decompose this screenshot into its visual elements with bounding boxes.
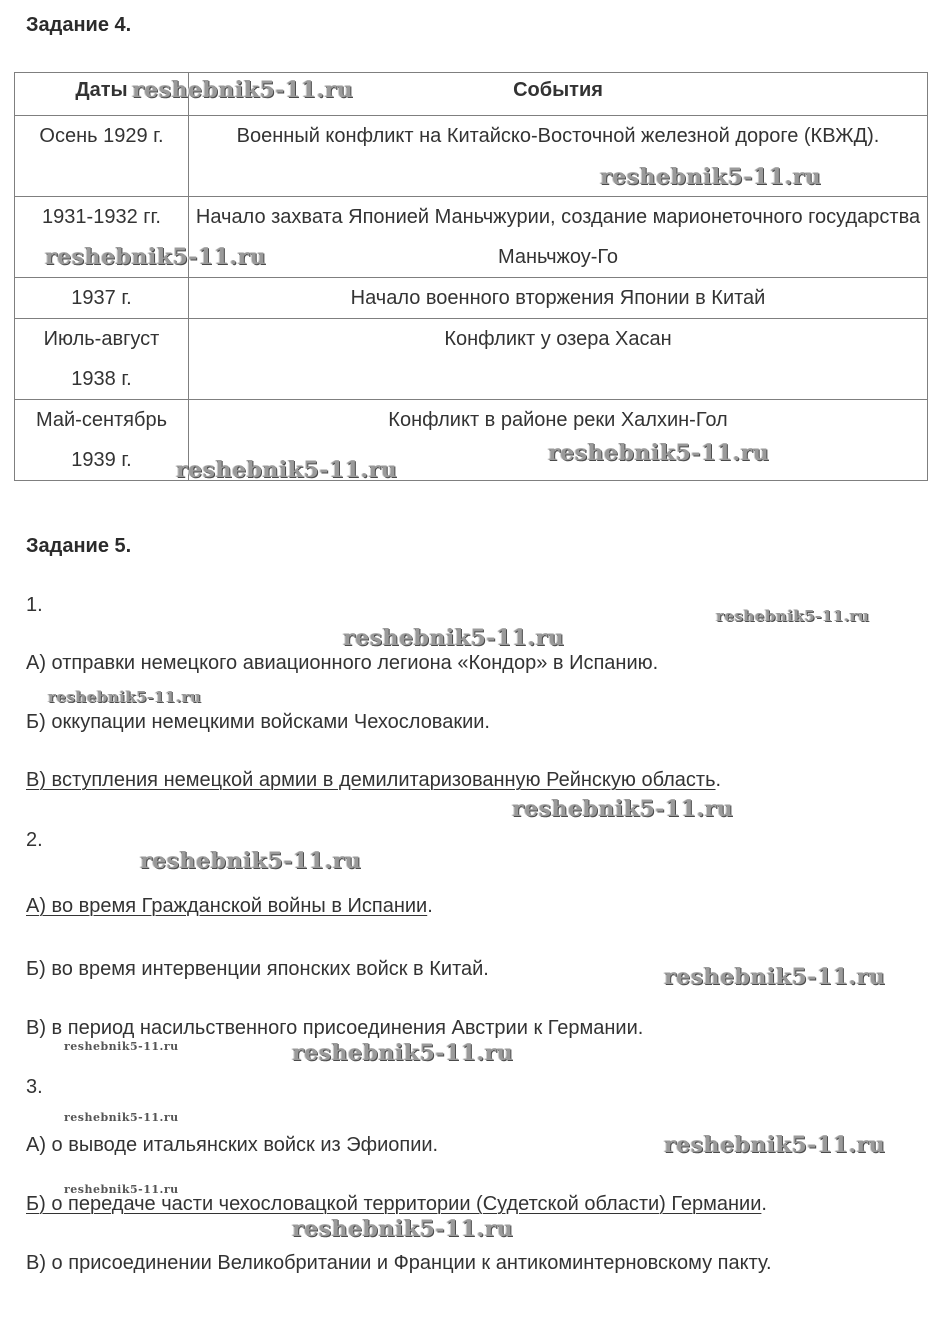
answer-option: В) о присоединении Великобритании и Франции к антикоминтерновскому пакту.	[26, 1252, 772, 1274]
task4-title: Задание 4.	[26, 14, 132, 36]
watermark: reshebnik5-11.ru	[343, 625, 565, 651]
row-event: Конфликт у озера Хасан	[189, 319, 928, 400]
watermark: reshebnik5-11.ru	[600, 164, 822, 190]
row-event: Конфликт в районе реки Халхин-Гол	[189, 400, 928, 481]
answer-option: Б) во время интервенции японских войск в Китай.	[26, 958, 489, 980]
row-date: Май-сентябрь 1939 г.	[15, 400, 189, 481]
row-event: Начало захвата Японией Маньчжурии, создание марионеточного государства Маньчжоу-Го	[189, 197, 928, 278]
watermark: reshebnik5-11.ru	[548, 440, 770, 466]
answer-option-selected	[26, 1193, 767, 1216]
selected-answer-text: Б) о передаче части чехословацкой территории (Судетской области) Германии	[26, 1193, 762, 1215]
watermark: reshebnik5-11.ru	[140, 848, 362, 874]
watermark: reshebnik5-11.ru	[64, 1040, 179, 1053]
answer-end: .	[427, 895, 433, 917]
watermark: reshebnik5-11.ru	[48, 688, 202, 706]
watermark: reshebnik5-11.ru	[512, 796, 734, 822]
table-row	[15, 278, 928, 319]
answer-end: .	[761, 1193, 767, 1215]
watermark: reshebnik5-11.ru	[292, 1216, 514, 1242]
answer-option: Б) оккупации немецкими войсками Чехословакии.	[26, 711, 490, 733]
row-event: Начало военного вторжения Японии в Китай	[189, 278, 928, 319]
answer-option: В) в период насильственного присоединения Австрии к Германии.	[26, 1017, 644, 1039]
answer-option-selected	[26, 769, 721, 792]
answer-option: А) о выводе итальянских войск из Эфиопии.	[26, 1134, 439, 1156]
watermark: reshebnik5-11.ru	[664, 964, 886, 990]
table-row	[15, 400, 928, 481]
header-events: События	[189, 73, 928, 116]
row-date: 1937 г.	[15, 278, 189, 319]
watermark: reshebnik5-11.ru	[45, 244, 267, 270]
row-date: Июль-август 1938 г.	[15, 319, 189, 400]
header-dates: Даты	[15, 73, 189, 116]
answer-option-selected	[26, 895, 433, 918]
watermark: reshebnik5-11.ru	[64, 1111, 179, 1124]
answer-option: А) отправки немецкого авиационного легиона «Кондор» в Испанию.	[26, 652, 659, 674]
watermark: reshebnik5-11.ru	[716, 607, 870, 625]
row-date: 1931-1932 гг.	[15, 197, 189, 278]
watermark: reshebnik5-11.ru	[176, 457, 398, 483]
selected-answer-text: А) во время Гражданской войны в Испании	[26, 895, 428, 917]
watermark: reshebnik5-11.ru	[292, 1040, 514, 1066]
task5-title: Задание 5.	[26, 535, 132, 557]
selected-answer-text: В) вступления немецкой армии в демилитаризованную Рейнскую область	[26, 769, 716, 791]
watermark: reshebnik5-11.ru	[64, 1183, 179, 1196]
watermark: reshebnik5-11.ru	[664, 1132, 886, 1158]
question-number: 2.	[26, 829, 43, 851]
row-event: Военный конфликт на Китайско-Восточной железной дороге (КВЖД).	[189, 116, 928, 197]
events-table	[14, 72, 928, 481]
question-number: 3.	[26, 1076, 43, 1098]
answer-end: .	[715, 769, 722, 791]
table-row	[15, 319, 928, 400]
question-number: 1.	[26, 594, 43, 616]
watermark: reshebnik5-11.ru	[132, 77, 354, 103]
row-date: Осень 1929 г.	[15, 116, 189, 197]
